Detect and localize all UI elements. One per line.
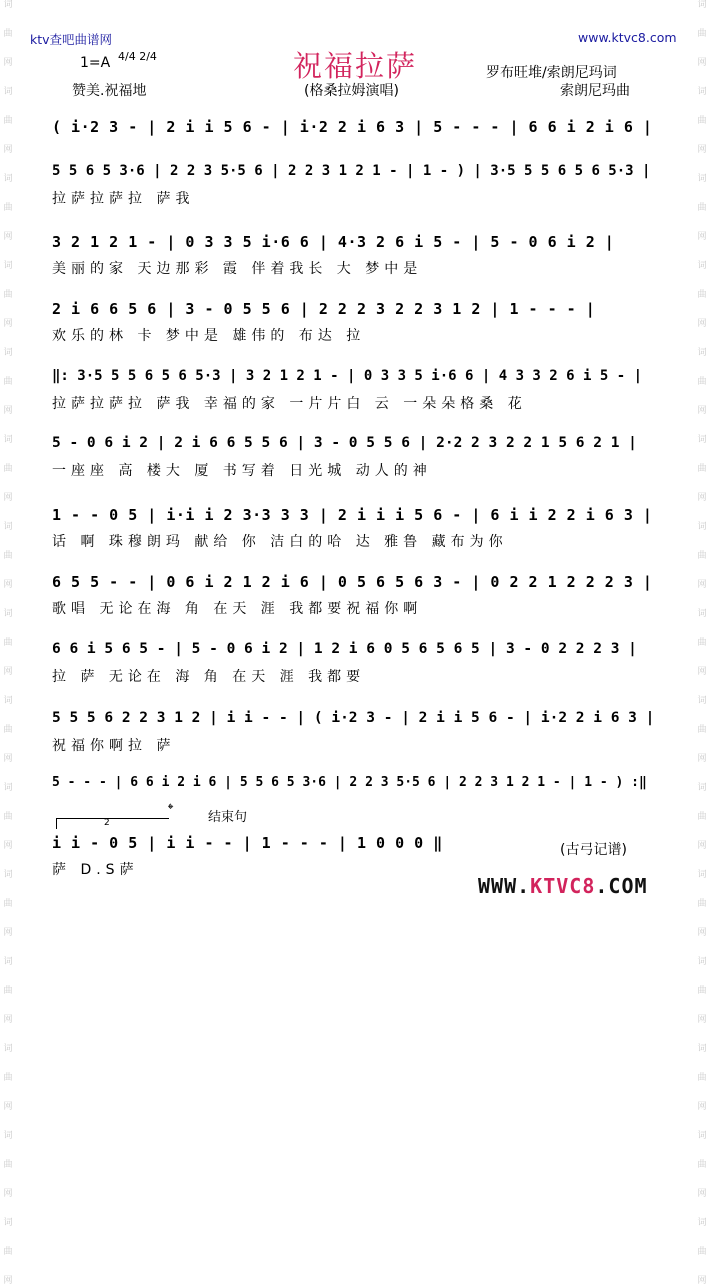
watermark-glyph: 词 (3, 0, 13, 10)
watermark-glyph: 词 (3, 348, 13, 358)
site-name: ktv查吧曲谱网 (30, 32, 113, 47)
notation-line: ( i·2 3 - | 2 i i 5 6 - | i·2 2 i 6 3 | 5 - - - | 6 6 i 2 i 6 | (52, 118, 653, 136)
watermark-glyph: 曲 (3, 464, 13, 474)
watermark-glyph: 词 (3, 522, 13, 532)
watermark-glyph: 网 (697, 667, 707, 677)
watermark-glyph: 网 (3, 232, 13, 242)
watermark-glyph: 网 (3, 1102, 13, 1112)
watermark-glyph: 网 (3, 928, 13, 938)
watermark-glyph: 曲 (3, 986, 13, 996)
watermark-glyph: 网 (697, 841, 707, 851)
watermark-glyph: 词 (697, 0, 707, 10)
watermark-glyph: 曲 (697, 1073, 707, 1083)
lyric-line: 拉萨拉萨拉 萨我 (52, 191, 195, 207)
watermark-glyph: 网 (697, 58, 707, 68)
watermark-glyph: 曲 (3, 203, 13, 213)
song-title: 祝福拉萨 (292, 49, 417, 83)
watermark-glyph: 网 (697, 1102, 707, 1112)
brand-logo (478, 874, 648, 898)
watermark-glyph: 词 (697, 348, 707, 358)
watermark-glyph: 词 (3, 783, 13, 793)
watermark-glyph: 曲 (697, 116, 707, 126)
watermark-glyph: 曲 (3, 116, 13, 126)
watermark-glyph: 网 (3, 145, 13, 155)
notation-line: 2 i 6 6 5 6 | 3 - 0 5 5 6 | 2 2 2 3 2 2 3 1 2 | 1 - - - | (52, 300, 596, 318)
watermark-glyph: 曲 (697, 638, 707, 648)
watermark-glyph: 词 (697, 957, 707, 967)
brand-middle: KTVC8 (530, 874, 596, 898)
watermark-glyph: 曲 (3, 725, 13, 735)
notation-line: 6 6 i 5 6 5 - | 5 - 0 6 i 2 | 1 2 i 6 0 5 6 5 6 5 | 3 - 0 2 2 2 3 | (52, 641, 637, 657)
notation-line: 5 5 5 6 2 2 3 1 2 | i i - - | ( i·2 3 - | 2 i i 5 6 - | i·2 2 i 6 3 | (52, 710, 655, 726)
watermark-glyph: 词 (697, 870, 707, 880)
watermark-glyph: 词 (697, 261, 707, 271)
watermark-glyph: 网 (3, 493, 13, 503)
watermark-glyph: 词 (3, 957, 13, 967)
watermark-glyph: 网 (697, 580, 707, 590)
lyricist: 罗布旺堆/索朗尼玛词 (486, 65, 617, 81)
brand-prefix: WWW. (478, 874, 531, 898)
watermark-glyph: 网 (3, 1189, 13, 1199)
watermark-glyph: 网 (697, 493, 707, 503)
lyric-line: 歌唱 无论在海 角 在天 涯 我都要祝福你啊 (52, 601, 423, 617)
watermark-glyph: 曲 (697, 464, 707, 474)
watermark-left (0, 0, 16, 1286)
watermark-glyph: 曲 (3, 290, 13, 300)
watermark-glyph: 曲 (3, 1073, 13, 1083)
watermark-glyph: 曲 (697, 551, 707, 561)
watermark-glyph: 网 (697, 1015, 707, 1025)
watermark-glyph: 网 (697, 1189, 707, 1199)
lyric-line: 萨 D.S萨 (52, 862, 139, 878)
site-url[interactable]: www.ktvc8.com (578, 30, 677, 45)
watermark-glyph: 词 (697, 1218, 707, 1228)
watermark-glyph: 词 (697, 522, 707, 532)
watermark-glyph: 曲 (697, 1247, 707, 1257)
song-subject: 赞美.祝福地 (72, 83, 147, 99)
watermark-glyph: 曲 (697, 203, 707, 213)
watermark-glyph: 网 (697, 145, 707, 155)
lyric-line: 欢乐的林 卡 梦中是 雄伟的 布达 拉 (52, 328, 366, 344)
notation-line: i i - 0 5 | i i - - | 1 - - - | 1 0 0 0 ‖ (52, 834, 443, 852)
watermark-glyph: 词 (697, 783, 707, 793)
watermark-glyph: 网 (697, 232, 707, 242)
watermark-glyph: 词 (697, 87, 707, 97)
lyric-line: 一座座 高 楼大 厦 书写着 日光城 动人的神 (52, 463, 432, 479)
key-signature: 1=A (80, 55, 111, 71)
watermark-glyph: 曲 (697, 725, 707, 735)
watermark-glyph: 网 (3, 580, 13, 590)
watermark-glyph: 网 (3, 841, 13, 851)
watermark-glyph: 词 (3, 609, 13, 619)
lyric-line: 美丽的家 天边那彩 霞 伴着我长 大 梦中是 (52, 261, 423, 277)
watermark-glyph: 曲 (697, 29, 707, 39)
notation-line: ‖: 3·5 5 5 6 5 6 5·3 | 3 2 1 2 1 - | 0 3 3 5 i·6 6 | 4 3 3 2 6 i 5 - | (52, 368, 643, 384)
watermark-glyph: 网 (3, 754, 13, 764)
lyric-line (52, 143, 658, 163)
notation-line: 1 - - 0 5 | i·i i 2 3·3 3 3 | 2 i i i 5 6 - | 6 i i 2 2 i 6 3 | (52, 506, 653, 524)
watermark-glyph: 网 (3, 406, 13, 416)
watermark-glyph: 词 (3, 261, 13, 271)
notation-line: 5 - - - | 6 6 i 2 i 6 | 5 5 6 5 3·6 | 2 2 3 5·5 6 | 2 2 3 1 2 1 - | 1 - ) :‖ (52, 775, 647, 790)
watermark-glyph: 曲 (3, 899, 13, 909)
composer: 索朗尼玛曲 (560, 83, 630, 99)
performer: (格桑拉姆演唱) (304, 83, 399, 99)
lyric-line: 拉 萨 无论在 海 角 在天 涯 我都要 (52, 669, 366, 685)
notation-line: 5 - 0 6 i 2 | 2 i 6 6 5 5 6 | 3 - 0 5 5 6 | 2·2 2 3 2 2 1 5 6 2 1 | (52, 435, 637, 451)
watermark-glyph: 词 (697, 1044, 707, 1054)
watermark-glyph: 词 (3, 87, 13, 97)
lyric-line: 祝福你啊拉 萨 (52, 738, 176, 754)
watermark-glyph: 网 (3, 1015, 13, 1025)
volta-bracket (56, 818, 169, 829)
watermark-glyph: 网 (3, 1276, 13, 1286)
transcriber: (古弓记谱) (560, 842, 627, 858)
watermark-glyph: 词 (3, 435, 13, 445)
watermark-glyph: 词 (3, 870, 13, 880)
watermark-glyph: 网 (3, 667, 13, 677)
watermark-glyph: 网 (697, 319, 707, 329)
watermark-glyph: 曲 (3, 812, 13, 822)
watermark-glyph: 词 (3, 1218, 13, 1228)
watermark-glyph: 曲 (697, 812, 707, 822)
time-signature: 4/4 2/4 (118, 50, 157, 63)
watermark-glyph: 曲 (3, 1247, 13, 1257)
watermark-glyph: 网 (3, 58, 13, 68)
watermark-glyph: 网 (697, 406, 707, 416)
brand-suffix: .COM (595, 874, 648, 898)
watermark-glyph: 曲 (3, 551, 13, 561)
watermark-glyph: 网 (3, 319, 13, 329)
volta-number: 2 (104, 818, 110, 828)
watermark-glyph: 曲 (3, 377, 13, 387)
watermark-glyph: 曲 (697, 377, 707, 387)
coda-icon: 𝄌 (168, 800, 174, 818)
notation-line: 6 5 5 - - | 0 6 i 2 1 2 i 6 | 0 5 6 5 6 3 - | 0 2 2 1 2 2 2 3 | (52, 573, 653, 591)
ending-label: 结束句 (208, 810, 248, 825)
lyric-line: 话 啊 珠穆朗玛 献给 你 洁白的哈 达 雅鲁 藏布为你 (52, 534, 508, 550)
watermark-glyph: 词 (697, 609, 707, 619)
watermark-glyph: 网 (697, 1276, 707, 1286)
watermark-glyph: 词 (697, 435, 707, 445)
notation-line: 5 5 6 5 3·6 | 2 2 3 5·5 6 | 2 2 3 1 2 1 - | 1 - ) | 3·5 5 5 6 5 6 5·3 | (52, 163, 651, 179)
watermark-glyph: 曲 (3, 1160, 13, 1170)
watermark-glyph: 词 (697, 174, 707, 184)
lyric-line: 拉萨拉萨拉 萨我 幸福的家 一片片白 云 一朵朵格桑 花 (52, 396, 527, 412)
watermark-glyph: 词 (3, 174, 13, 184)
watermark-glyph: 网 (697, 928, 707, 938)
watermark-glyph: 词 (3, 696, 13, 706)
watermark-glyph: 词 (3, 1044, 13, 1054)
watermark-glyph: 词 (697, 1131, 707, 1141)
watermark-glyph: 曲 (697, 290, 707, 300)
watermark-glyph: 词 (697, 696, 707, 706)
lyric-line (52, 800, 658, 820)
watermark-glyph: 网 (697, 754, 707, 764)
watermark-glyph: 曲 (697, 899, 707, 909)
watermark-glyph: 曲 (3, 638, 13, 648)
watermark-glyph: 曲 (3, 29, 13, 39)
watermark-glyph: 词 (3, 1131, 13, 1141)
watermark-glyph: 曲 (697, 1160, 707, 1170)
watermark-glyph: 曲 (697, 986, 707, 996)
watermark-right (694, 0, 710, 1286)
notation-line: 3 2 1 2 1 - | 0 3 3 5 i·6 6 | 4·3 2 6 i 5 - | 5 - 0 6 i 2 | (52, 233, 615, 251)
